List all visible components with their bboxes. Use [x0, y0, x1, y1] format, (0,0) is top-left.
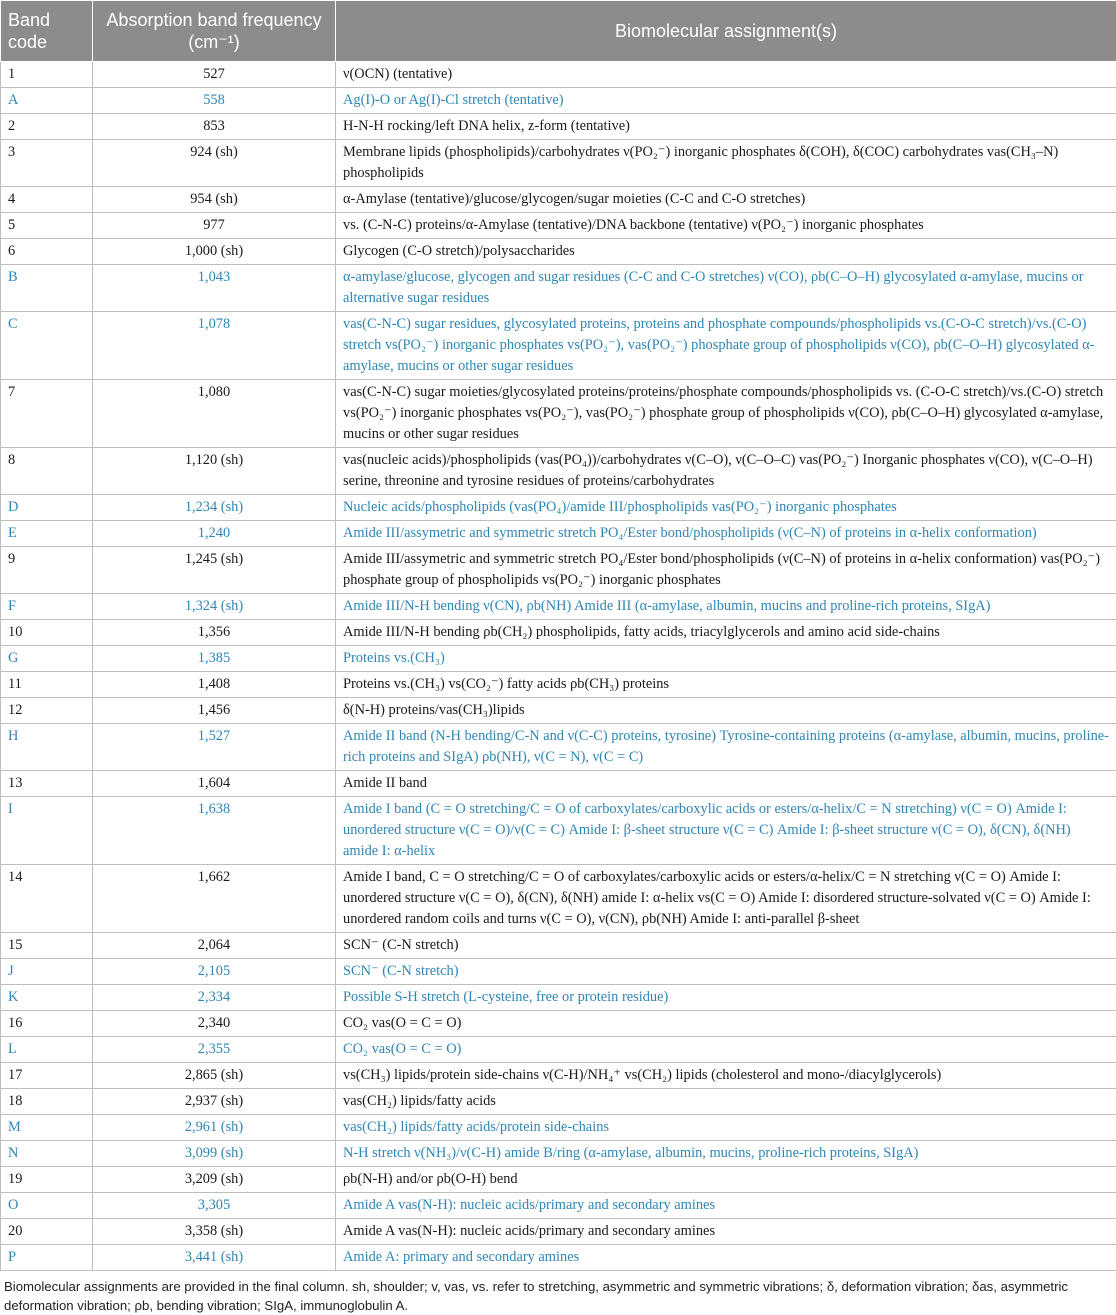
band-code-cell: O	[1, 1193, 93, 1219]
table-row	[1, 646, 1116, 672]
assignment-cell: Amide I band (C = O stretching/C = O of carboxylates/carboxylic acids or esters/α-helix/C = N stretching) ν(C = O) Amide I: unordered structure ν(C = O)/ν(C = C) Amide I: β-sheet structure ν(C = C) Amide I: β-sheet structure ν(C = O), δ(CN), δ(NH) amide I: α-helix	[336, 797, 1116, 865]
table-footnote: Biomolecular assignments are provided in the final column. sh, shoulder; v, vas, vs. refer to stretching, asymmetric and symmetric vibrations; δ, deformation vibration; δas, asymmetric deformation vibration; ρb, bending vibration; SIgA, immunoglobulin A.	[0, 1271, 1116, 1315]
assignment-cell: H-N-H rocking/left DNA helix, z-form (tentative)	[336, 114, 1116, 140]
table-row	[1, 448, 1116, 495]
band-code-cell: 7	[1, 380, 93, 448]
band-code-cell: 9	[1, 547, 93, 594]
table-row	[1, 797, 1116, 865]
frequency-cell: 1,078	[93, 312, 336, 380]
frequency-cell: 2,064	[93, 933, 336, 959]
frequency-cell: 977	[93, 213, 336, 239]
table-row	[1, 1089, 1116, 1115]
assignment-cell: Amide II band (N-H bending/C-N and ν(C-C) proteins, tyrosine) Tyrosine-containing proteins (α-amylase, albumin, mucins, proline-rich proteins and SIgA) ρb(NH), ν(C = N), ν(C = C)	[336, 724, 1116, 771]
band-code-cell: 19	[1, 1167, 93, 1193]
assignment-cell: vas(C-N-C) sugar residues, glycosylated proteins, proteins and phosphate compounds/phospholipids vs.(C-O-C stretch)/vs.(C-O) stretch vs(PO₂⁻) inorganic phosphates vs(PO₂⁻), vas(PO₂⁻) phosphate group of phospholipids ν(CO), ρb(C–O–H) glycosylated α-amylase, mucins or other sugar residues	[336, 312, 1116, 380]
table-row	[1, 985, 1116, 1011]
table-row	[1, 1193, 1116, 1219]
table-row	[1, 771, 1116, 797]
band-code-cell: 11	[1, 672, 93, 698]
frequency-cell: 1,638	[93, 797, 336, 865]
assignment-cell: Possible S-H stretch (L-cysteine, free or protein residue)	[336, 985, 1116, 1011]
band-code-cell: 8	[1, 448, 93, 495]
assignment-cell: ν(OCN) (tentative)	[336, 62, 1116, 88]
assignment-cell: Nucleic acids/phospholipids (vas(PO₄)/amide III/phospholipids vas(PO₂⁻) inorganic phosphates	[336, 495, 1116, 521]
band-code-cell: 4	[1, 187, 93, 213]
assignment-cell: vas(CH₂) lipids/fatty acids	[336, 1089, 1116, 1115]
frequency-cell: 924 (sh)	[93, 140, 336, 187]
frequency-cell: 1,240	[93, 521, 336, 547]
assignment-cell: Amide III/assymetric and symmetric stretch PO₄/Ester bond/phospholipids (ν(C–N) of proteins in α-helix conformation)	[336, 521, 1116, 547]
table-row	[1, 1011, 1116, 1037]
band-code-cell: A	[1, 88, 93, 114]
frequency-cell: 2,355	[93, 1037, 336, 1063]
frequency-cell: 1,662	[93, 865, 336, 933]
assignment-cell: Glycogen (C-O stretch)/polysaccharides	[336, 239, 1116, 265]
band-code-cell: P	[1, 1245, 93, 1271]
frequency-cell: 3,099 (sh)	[93, 1141, 336, 1167]
assignment-cell: ρb(N-H) and/or ρb(O-H) bend	[336, 1167, 1116, 1193]
table-row	[1, 672, 1116, 698]
frequency-cell: 1,385	[93, 646, 336, 672]
assignment-cell: SCN⁻ (C-N stretch)	[336, 933, 1116, 959]
assignment-cell: vas(nucleic acids)/phospholipids (vas(PO₄))/carbohydrates ν(C–O), ν(C–O–C) vas(PO₂⁻) Inorganic phosphates ν(CO), ν(C–O–H) serine, threonine and tyrosine residues of proteins/carbohydrates	[336, 448, 1116, 495]
table-row	[1, 1245, 1116, 1271]
frequency-cell: 3,358 (sh)	[93, 1219, 336, 1245]
band-code-cell: 20	[1, 1219, 93, 1245]
table-row	[1, 865, 1116, 933]
frequency-cell: 1,080	[93, 380, 336, 448]
band-code-cell: 12	[1, 698, 93, 724]
assignment-cell: Amide II band	[336, 771, 1116, 797]
assignment-cell: Amide III/assymetric and symmetric stretch PO₄/Ester bond/phospholipids (ν(C–N) of proteins in α-helix conformation) vas(PO₂⁻) phosphate group of phospholipids vs(PO₂⁻) inorganic phosphates	[336, 547, 1116, 594]
table-row	[1, 594, 1116, 620]
table-row	[1, 187, 1116, 213]
frequency-cell: 2,865 (sh)	[93, 1063, 336, 1089]
band-code-cell: G	[1, 646, 93, 672]
assignment-cell: Membrane lipids (phospholipids)/carbohydrates ν(PO₂⁻) inorganic phosphates δ(COH), δ(COC) carbohydrates vas(CH₃–N) phospholipids	[336, 140, 1116, 187]
assignment-cell: α-amylase/glucose, glycogen and sugar residues (C-C and C-O stretches) ν(CO), ρb(C–O–H) glycosylated α-amylase, mucins or alternative sugar residues	[336, 265, 1116, 312]
band-code-cell: 2	[1, 114, 93, 140]
assignment-cell: α-Amylase (tentative)/glucose/glycogen/sugar moieties (C-C and C-O stretches)	[336, 187, 1116, 213]
assignment-cell: vs(CH₃) lipids/protein side-chains ν(C-H)/NH₄⁺ vs(CH₂) lipids (cholesterol and mono-/diacylglycerols)	[336, 1063, 1116, 1089]
table-row	[1, 724, 1116, 771]
band-code-cell: L	[1, 1037, 93, 1063]
band-code-cell: D	[1, 495, 93, 521]
band-code-cell: 3	[1, 140, 93, 187]
assignment-cell: Proteins vs.(CH₃) vs(CO₂⁻) fatty acids ρb(CH₃) proteins	[336, 672, 1116, 698]
table-row	[1, 62, 1116, 88]
table-row	[1, 239, 1116, 265]
table-row	[1, 620, 1116, 646]
band-code-cell: J	[1, 959, 93, 985]
band-code-cell: 6	[1, 239, 93, 265]
table-row	[1, 1167, 1116, 1193]
assignment-cell: Amide III/N-H bending ρb(CH₂) phospholipids, fatty acids, triacylglycerols and amino acid side-chains	[336, 620, 1116, 646]
table-row	[1, 380, 1116, 448]
table-row	[1, 547, 1116, 594]
assignment-cell: Amide III/N-H bending ν(CN), ρb(NH) Amide III (α-amylase, albumin, mucins and proline-rich proteins, SIgA)	[336, 594, 1116, 620]
table-row	[1, 265, 1116, 312]
frequency-cell: 1,324 (sh)	[93, 594, 336, 620]
band-code-cell: C	[1, 312, 93, 380]
frequency-cell: 3,305	[93, 1193, 336, 1219]
band-code-cell: 15	[1, 933, 93, 959]
assignment-cell: Amide A vas(N-H): nucleic acids/primary and secondary amines	[336, 1219, 1116, 1245]
band-code-cell: H	[1, 724, 93, 771]
assignment-cell: N-H stretch ν(NH₃)/ν(C-H) amide B/ring (α-amylase, albumin, mucins, proline-rich proteins, SIgA)	[336, 1141, 1116, 1167]
table-row	[1, 1219, 1116, 1245]
table-row	[1, 114, 1116, 140]
header-assignment: Biomolecular assignment(s)	[336, 1, 1116, 62]
frequency-cell: 1,043	[93, 265, 336, 312]
frequency-cell: 1,000 (sh)	[93, 239, 336, 265]
assignment-cell: Ag(I)-O or Ag(I)-Cl stretch (tentative)	[336, 88, 1116, 114]
table-row	[1, 1037, 1116, 1063]
frequency-cell: 1,604	[93, 771, 336, 797]
assignment-cell: Amide I band, C = O stretching/C = O of carboxylates/carboxylic acids or esters/α-helix/C = N stretching ν(C = O) Amide I: unordered structure ν(C = O), δ(CN), δ(NH) amide I: α-helix vs(C = O) Amide I: disordered structure-solvated ν(C = O) Amide I: unordered random coils and turns ν(C = O), ν(CN), ρb(NH) Amide I: anti-parallel β-sheet	[336, 865, 1116, 933]
frequency-cell: 3,209 (sh)	[93, 1167, 336, 1193]
assignment-cell: CO₂ vas(O = C = O)	[336, 1011, 1116, 1037]
table-row	[1, 1141, 1116, 1167]
frequency-cell: 558	[93, 88, 336, 114]
table-row	[1, 495, 1116, 521]
table-row	[1, 1115, 1116, 1141]
frequency-cell: 1,408	[93, 672, 336, 698]
header-band-code: Band code	[1, 1, 93, 62]
band-code-cell: 1	[1, 62, 93, 88]
frequency-cell: 2,334	[93, 985, 336, 1011]
frequency-cell: 853	[93, 114, 336, 140]
frequency-cell: 954 (sh)	[93, 187, 336, 213]
frequency-cell: 2,961 (sh)	[93, 1115, 336, 1141]
frequency-cell: 2,937 (sh)	[93, 1089, 336, 1115]
table-body	[1, 62, 1116, 1271]
table-row	[1, 140, 1116, 187]
band-code-cell: F	[1, 594, 93, 620]
table-row	[1, 213, 1116, 239]
band-code-cell: 18	[1, 1089, 93, 1115]
table-row	[1, 521, 1116, 547]
table-header-row	[1, 1, 1116, 62]
assignment-cell: Proteins vs.(CH₃)	[336, 646, 1116, 672]
band-code-cell: 16	[1, 1011, 93, 1037]
table-row	[1, 698, 1116, 724]
band-code-cell: 13	[1, 771, 93, 797]
table-row	[1, 959, 1116, 985]
table-row	[1, 1063, 1116, 1089]
assignment-cell: CO₂ vas(O = C = O)	[336, 1037, 1116, 1063]
frequency-cell: 1,456	[93, 698, 336, 724]
header-frequency: Absorption band frequency (cm⁻¹)	[93, 1, 336, 62]
assignment-cell: vs. (C-N-C) proteins/α-Amylase (tentative)/DNA backbone (tentative) ν(PO₂⁻) inorganic phosphates	[336, 213, 1116, 239]
frequency-cell: 527	[93, 62, 336, 88]
assignment-cell: Amide A vas(N-H): nucleic acids/primary and secondary amines	[336, 1193, 1116, 1219]
frequency-cell: 1,356	[93, 620, 336, 646]
band-code-cell: N	[1, 1141, 93, 1167]
frequency-cell: 2,105	[93, 959, 336, 985]
band-code-cell: 10	[1, 620, 93, 646]
assignment-cell: vas(C-N-C) sugar moieties/glycosylated proteins/proteins/phosphate compounds/phospholipids vs. (C-O-C stretch)/vs.(C-O) stretch vs(PO₂⁻) inorganic phosphates vs(PO₂⁻), vas(PO₂⁻) phosphate group of phospholipids ν(CO), ρb(C–O–H) glycosylated α-amylase, mucins or other sugar residues	[336, 380, 1116, 448]
band-code-cell: I	[1, 797, 93, 865]
assignment-cell: δ(N-H) proteins/vas(CH₃)lipids	[336, 698, 1116, 724]
frequency-cell: 3,441 (sh)	[93, 1245, 336, 1271]
band-code-cell: 5	[1, 213, 93, 239]
frequency-cell: 2,340	[93, 1011, 336, 1037]
band-code-cell: 17	[1, 1063, 93, 1089]
assignment-cell: SCN⁻ (C-N stretch)	[336, 959, 1116, 985]
band-code-cell: E	[1, 521, 93, 547]
table-row	[1, 933, 1116, 959]
band-code-cell: 14	[1, 865, 93, 933]
frequency-cell: 1,527	[93, 724, 336, 771]
frequency-cell: 1,120 (sh)	[93, 448, 336, 495]
frequency-cell: 1,234 (sh)	[93, 495, 336, 521]
frequency-cell: 1,245 (sh)	[93, 547, 336, 594]
assignment-cell: Amide A: primary and secondary amines	[336, 1245, 1116, 1271]
band-code-cell: B	[1, 265, 93, 312]
table-row	[1, 88, 1116, 114]
band-code-cell: M	[1, 1115, 93, 1141]
assignment-cell: vas(CH₂) lipids/fatty acids/protein side-chains	[336, 1115, 1116, 1141]
band-code-cell: K	[1, 985, 93, 1011]
table-row	[1, 312, 1116, 380]
